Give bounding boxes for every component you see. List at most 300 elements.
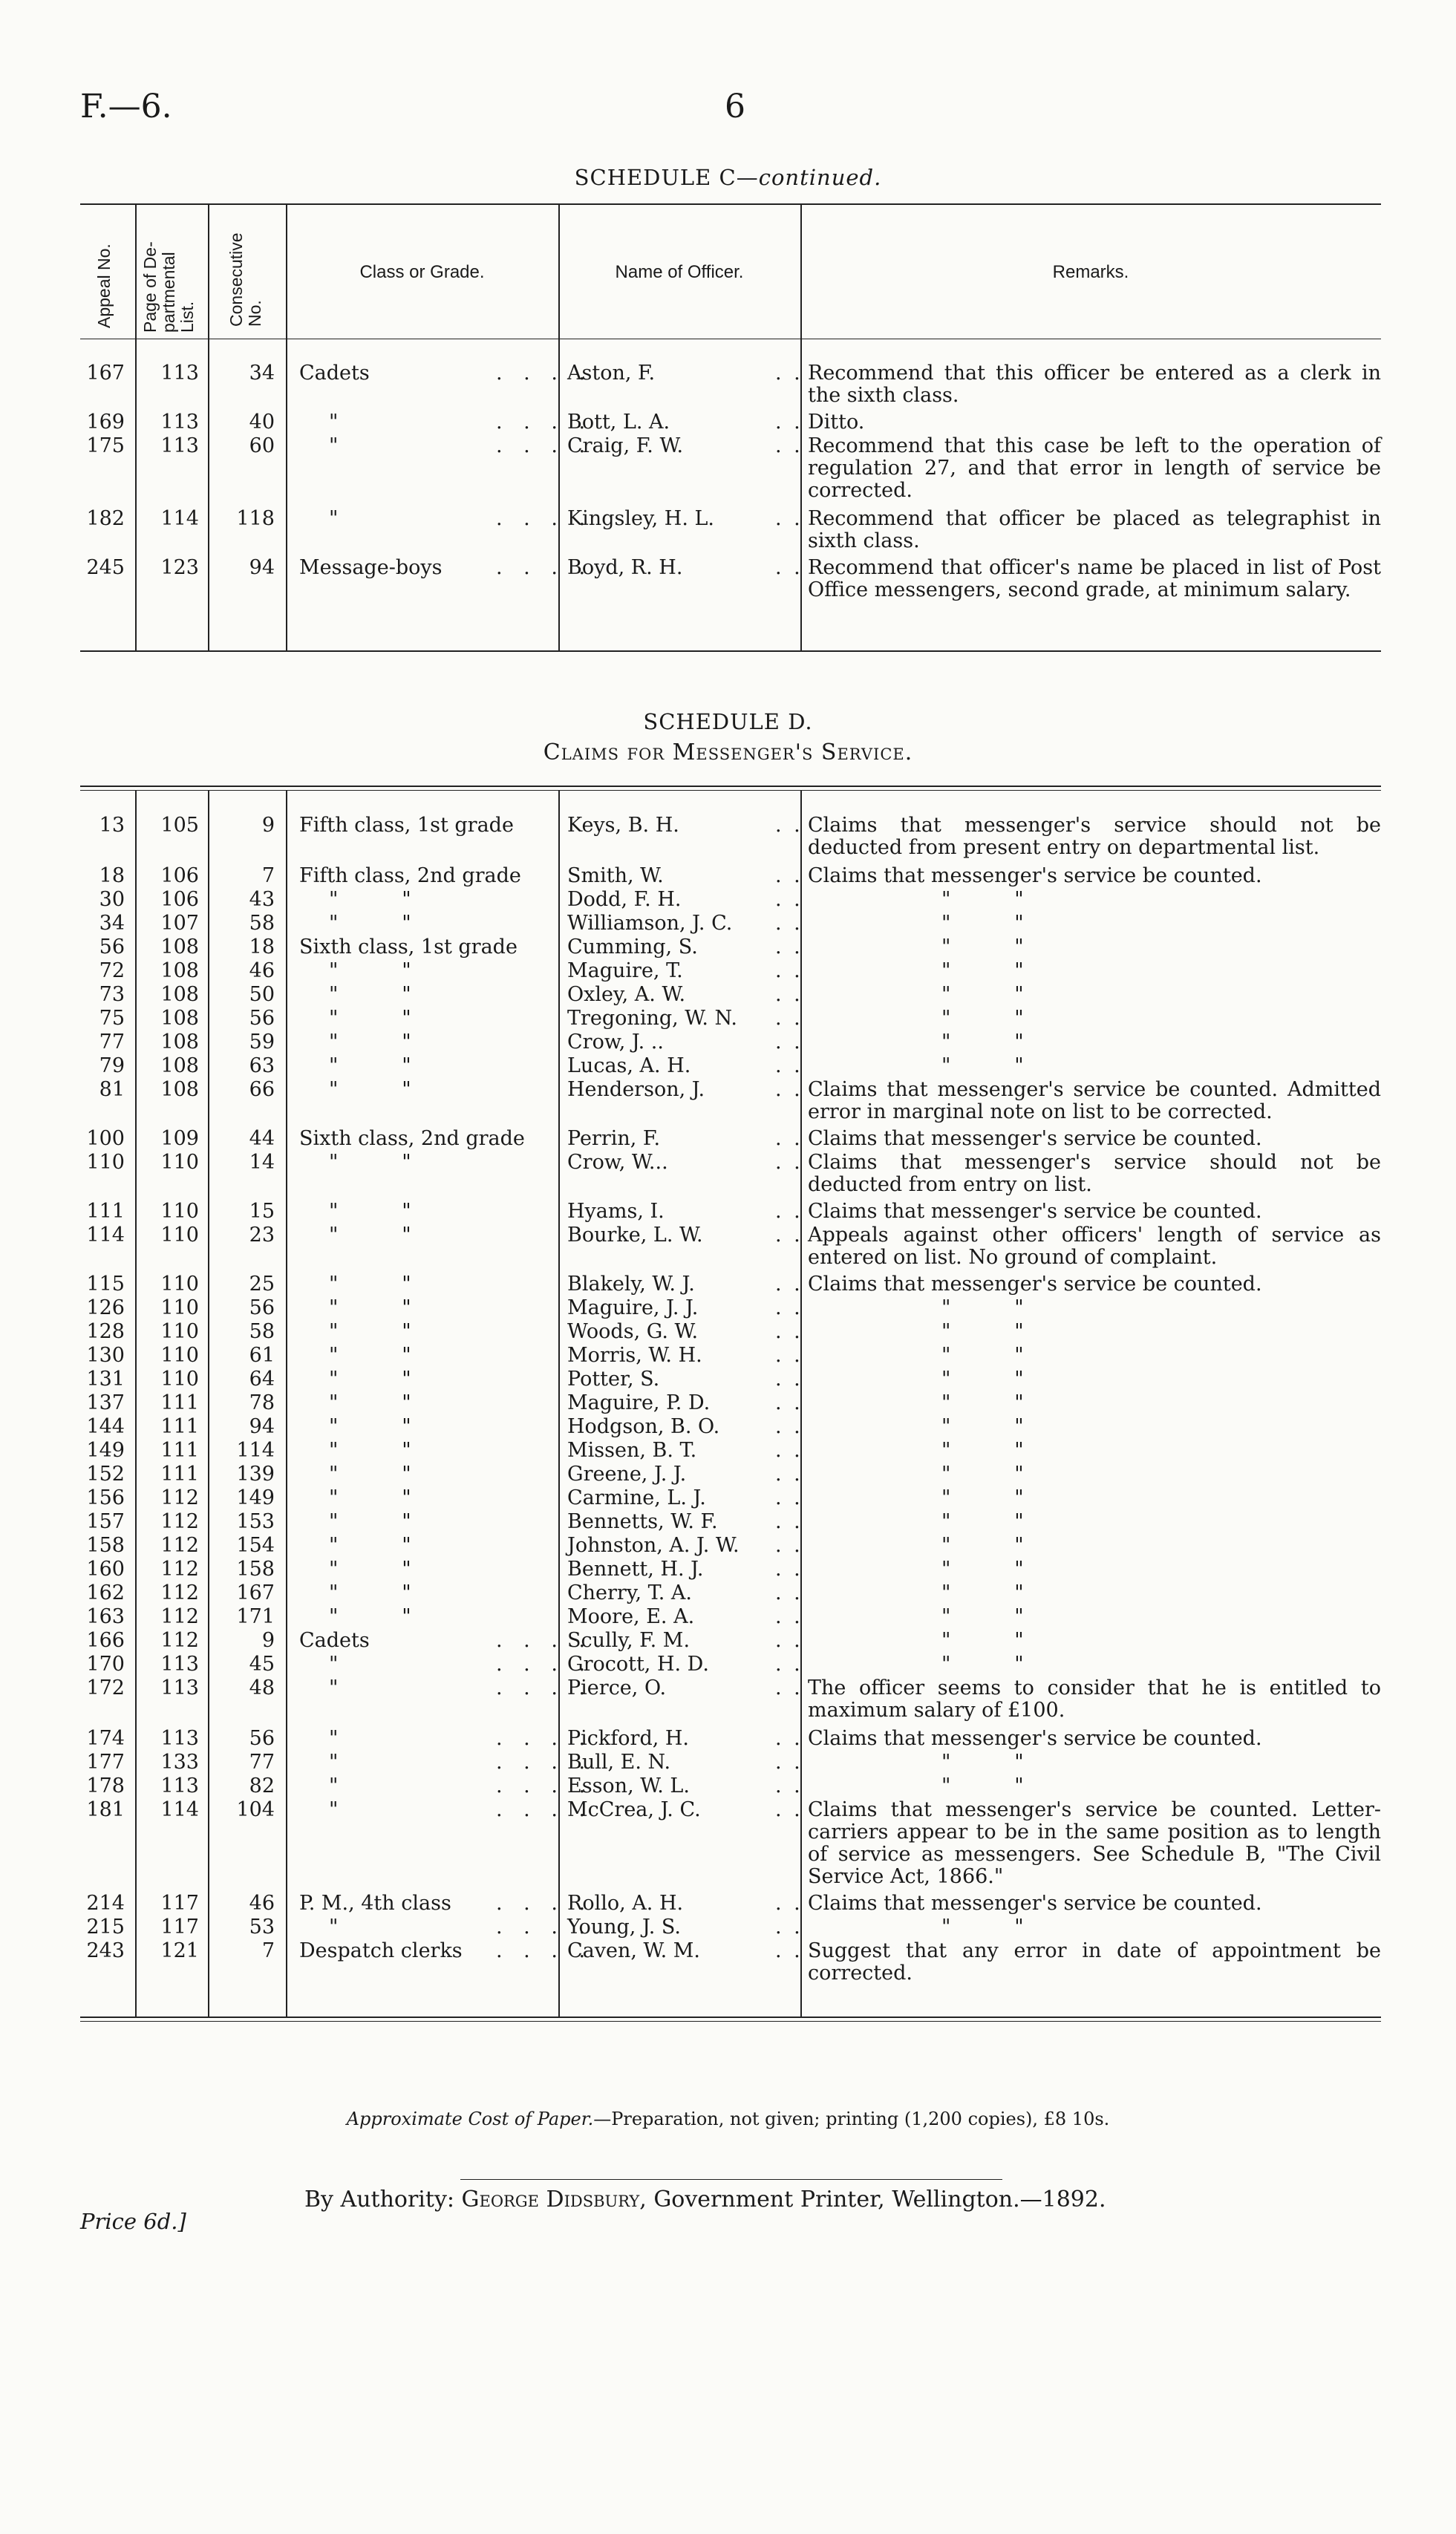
page-no: 110 [160, 1200, 199, 1223]
page-no: 106 [160, 864, 199, 887]
consecutive-no: 48 [249, 1676, 275, 1699]
remarks: " " [941, 1581, 1024, 1604]
consecutive-no: 94 [249, 1415, 275, 1438]
leader-dots: . . [775, 556, 803, 579]
schedule-d-title: SCHEDULE D. [643, 709, 813, 734]
consecutive-no: 59 [249, 1031, 275, 1054]
remarks: Ditto. [808, 411, 865, 434]
leader-dots: . . [775, 507, 803, 530]
remarks: " " [941, 1534, 1024, 1557]
page-no: 105 [160, 814, 199, 837]
consecutive-no: 25 [249, 1273, 275, 1296]
consecutive-no: 34 [249, 362, 275, 385]
leader-dots: . . . . [496, 434, 593, 457]
consecutive-no: 60 [249, 434, 275, 457]
remarks: " " [941, 912, 1024, 935]
page-no: 108 [160, 1031, 199, 1054]
appeal-no: 128 [86, 1320, 125, 1343]
page-no: 112 [160, 1510, 199, 1533]
leader-dots: . . . . [496, 1727, 593, 1750]
officer-name: Greene, J. J. [567, 1463, 687, 1486]
page-no: 108 [160, 959, 199, 982]
document-reference: F.—6. [80, 88, 172, 125]
consecutive-no: 40 [249, 411, 275, 434]
appeal-no: 115 [86, 1273, 125, 1296]
class-grade: Despatch clerks [299, 1939, 463, 1962]
page-no: 110 [160, 1296, 199, 1319]
class-grade: " " [329, 1368, 411, 1391]
leader-dots: . . [775, 1320, 803, 1343]
leader-dots: . . [775, 362, 803, 385]
officer-name: Maguire, T. [567, 959, 683, 982]
leader-dots: . . . . [496, 411, 593, 434]
leader-dots: . . . . [496, 1916, 593, 1939]
appeal-no: 13 [99, 814, 125, 837]
page-no: 108 [160, 1078, 199, 1101]
leader-dots: . . [775, 1344, 803, 1367]
leader-dots: . . [775, 959, 803, 982]
officer-name: McCrea, J. C. [567, 1798, 701, 1821]
leader-dots: . . . . [496, 507, 593, 530]
remarks: " " [941, 1510, 1024, 1533]
page-no: 111 [160, 1391, 199, 1414]
officer-name: Esson, W. L. [567, 1774, 690, 1797]
leader-dots: . . [775, 1653, 803, 1676]
appeal-no: 77 [99, 1031, 125, 1054]
remarks: Claims that messenger's service be counted. [808, 1892, 1262, 1915]
page-no: 113 [160, 411, 199, 434]
leader-dots: . . [775, 1368, 803, 1391]
leader-dots: . . [775, 1751, 803, 1774]
class-grade: Message-boys [299, 556, 443, 579]
leader-dots: . . . . [496, 1892, 593, 1915]
remarks: Suggest that any error in date of appointment be corrected. [808, 1939, 1381, 1985]
class-grade: " [329, 1798, 339, 1821]
leader-dots: . . [775, 1798, 803, 1821]
officer-name: Woods, G. W. [567, 1320, 699, 1343]
consecutive-no: 9 [261, 1629, 275, 1652]
remarks: Claims that messenger's service should not be deducted from entry on list. [808, 1151, 1381, 1196]
officer-name: Moore, E. A. [567, 1605, 695, 1628]
leader-dots: . . [775, 1486, 803, 1509]
class-grade: " " [329, 1581, 411, 1604]
appeal-no: 75 [99, 1007, 125, 1030]
consecutive-no: 104 [236, 1798, 275, 1821]
appeal-no: 110 [86, 1151, 125, 1174]
leader-dots: . . [775, 1439, 803, 1462]
leader-dots: . . [775, 1151, 803, 1174]
class-grade: " " [329, 1054, 411, 1077]
remarks: Recommend that this case be left to the operation of regulation 27, and that error in length of service be corrected. [808, 434, 1381, 502]
leader-dots: . . [775, 1510, 803, 1533]
consecutive-no: 158 [236, 1558, 275, 1581]
page-no: 114 [160, 507, 199, 530]
leader-dots: . . [775, 1127, 803, 1150]
leader-dots: . . [775, 1078, 803, 1101]
consecutive-no: 153 [236, 1510, 275, 1533]
leader-dots: . . [775, 1605, 803, 1628]
page-no: 113 [160, 1727, 199, 1750]
appeal-no: 73 [99, 983, 125, 1006]
page-no: 106 [160, 888, 199, 911]
leader-dots: . . [775, 888, 803, 911]
appeal-no: 170 [86, 1653, 125, 1676]
class-grade: " [329, 507, 339, 530]
page-no: 133 [160, 1751, 199, 1774]
officer-name: Grocott, H. D. [567, 1653, 709, 1676]
consecutive-no: 149 [236, 1486, 275, 1509]
appeal-no: 245 [86, 556, 125, 579]
remarks: " " [941, 1605, 1024, 1628]
remarks: The officer seems to consider that he is entitled to maximum salary of £100. [808, 1676, 1381, 1722]
consecutive-no: 15 [249, 1200, 275, 1223]
consecutive-no: 56 [249, 1296, 275, 1319]
leader-dots: . . [775, 912, 803, 935]
officer-name: Bennett, H. J. [567, 1558, 704, 1581]
remarks: Claims that messenger's service be counted. [808, 1273, 1262, 1296]
consecutive-no: 77 [249, 1751, 275, 1774]
page-no: 108 [160, 1007, 199, 1030]
officer-name: Dodd, F. H. [567, 888, 682, 911]
page-no: 110 [160, 1151, 199, 1174]
page-no: 110 [160, 1368, 199, 1391]
col-header-consecutive-no: Consecutive No. [226, 232, 264, 327]
officer-name: Hodgson, B. O. [567, 1415, 720, 1438]
class-grade: " " [329, 1296, 411, 1319]
appeal-no: 72 [99, 959, 125, 982]
remarks: " " [941, 1320, 1024, 1343]
appeal-no: 172 [86, 1676, 125, 1699]
appeal-no: 30 [99, 888, 125, 911]
remarks: " " [941, 1368, 1024, 1391]
consecutive-no: 167 [236, 1581, 275, 1604]
col-header-appeal-no: Appeal No. [94, 244, 114, 328]
appeal-no: 79 [99, 1054, 125, 1077]
consecutive-no: 56 [249, 1007, 275, 1030]
remarks: " " [941, 1653, 1024, 1676]
class-grade: " " [329, 1344, 411, 1367]
remarks: Appeals against other officers' length of service as entered on list. No ground of complaint. [808, 1224, 1381, 1269]
leader-dots: . . [775, 1581, 803, 1604]
officer-name: Keys, B. H. [567, 814, 679, 837]
consecutive-no: 139 [236, 1463, 275, 1486]
leader-dots: . . [775, 1224, 803, 1247]
appeal-no: 175 [86, 434, 125, 457]
officer-name: Bull, E. N. [567, 1751, 671, 1774]
page-no: 112 [160, 1534, 199, 1557]
page-no: 117 [160, 1892, 199, 1915]
remarks: Claims that messenger's service be counted. Letter-carriers appear to be in the same position as to length of service as messengers. See Schedule B, "The Civil Service Act, 1866." [808, 1798, 1381, 1888]
page-no: 110 [160, 1344, 199, 1367]
cost-note: Approximate Cost of Paper.—Preparation, not given; printing (1,200 copies), £8 10s. [346, 2109, 1110, 2129]
officer-name: Bourke, L. W. [567, 1224, 703, 1247]
class-grade: " " [329, 1007, 411, 1030]
remarks: " " [941, 1031, 1024, 1054]
leader-dots: . . [775, 1774, 803, 1797]
leader-dots: . . [775, 1031, 803, 1054]
consecutive-no: 58 [249, 1320, 275, 1343]
leader-dots: . . [775, 1415, 803, 1438]
officer-name: Bott, L. A. [567, 411, 670, 434]
officer-name: Oxley, A. W. [567, 983, 686, 1006]
appeal-no: 34 [99, 912, 125, 935]
remarks: " " [941, 1774, 1024, 1797]
consecutive-no: 7 [261, 1939, 275, 1962]
appeal-no: 126 [86, 1296, 125, 1319]
consecutive-no: 14 [249, 1151, 275, 1174]
page-number: 6 [725, 88, 745, 125]
page-no: 113 [160, 434, 199, 457]
officer-name: Perrin, F. [567, 1127, 661, 1150]
officer-name: Cumming, S. [567, 935, 698, 959]
consecutive-no: 7 [261, 864, 275, 887]
class-grade: " " [329, 959, 411, 982]
class-grade: P. M., 4th class [299, 1892, 451, 1915]
remarks: " " [941, 1054, 1024, 1077]
leader-dots: . . [775, 1558, 803, 1581]
remarks: " " [941, 959, 1024, 982]
page-no: 117 [160, 1916, 199, 1939]
class-grade: " " [329, 1078, 411, 1101]
appeal-no: 166 [86, 1629, 125, 1652]
officer-name: Craig, F. W. [567, 434, 684, 457]
class-grade: " [329, 1751, 339, 1774]
consecutive-no: 154 [236, 1534, 275, 1557]
consecutive-no: 78 [249, 1391, 275, 1414]
class-grade: " " [329, 1558, 411, 1581]
appeal-no: 130 [86, 1344, 125, 1367]
class-grade: " " [329, 888, 411, 911]
appeal-no: 81 [99, 1078, 125, 1101]
appeal-no: 131 [86, 1368, 125, 1391]
officer-name: Young, J. S. [567, 1916, 681, 1939]
consecutive-no: 23 [249, 1224, 275, 1247]
page-no: 108 [160, 1054, 199, 1077]
class-grade: " " [329, 1605, 411, 1628]
remarks: " " [941, 935, 1024, 959]
appeal-no: 156 [86, 1486, 125, 1509]
leader-dots: . . [775, 1391, 803, 1414]
leader-dots: . . [775, 983, 803, 1006]
class-grade: " [329, 411, 339, 434]
price-note: Price 6d.] [80, 2209, 186, 2234]
consecutive-no: 56 [249, 1727, 275, 1750]
leader-dots: . . [775, 1916, 803, 1939]
leader-dots: . . . . [496, 556, 593, 579]
appeal-no: 137 [86, 1391, 125, 1414]
page-no: 108 [160, 935, 199, 959]
remarks: Recommend that officer be placed as telegraphist in sixth class. [808, 507, 1381, 552]
consecutive-no: 171 [236, 1605, 275, 1628]
consecutive-no: 58 [249, 912, 275, 935]
remarks: Claims that messenger's service should not be deducted from present entry on departmental list. [808, 814, 1381, 859]
remarks: " " [941, 1391, 1024, 1414]
class-grade: " " [329, 1224, 411, 1247]
officer-name: Smith, W. [567, 864, 664, 887]
page-no: 113 [160, 1653, 199, 1676]
remarks: " " [941, 983, 1024, 1006]
class-grade: Sixth class, 1st grade [299, 935, 518, 959]
appeal-no: 114 [86, 1224, 125, 1247]
page-no: 113 [160, 362, 199, 385]
page-no: 111 [160, 1415, 199, 1438]
page-no: 121 [160, 1939, 199, 1962]
class-grade: " " [329, 983, 411, 1006]
officer-name: Pickford, H. [567, 1727, 690, 1750]
officer-name: Hyams, I. [567, 1200, 665, 1223]
remarks: " " [941, 1439, 1024, 1462]
page-no: 112 [160, 1486, 199, 1509]
consecutive-no: 64 [249, 1368, 275, 1391]
consecutive-no: 46 [249, 959, 275, 982]
leader-dots: . . . . [496, 1676, 593, 1699]
page-no: 111 [160, 1439, 199, 1462]
appeal-no: 149 [86, 1439, 125, 1462]
remarks: Claims that messenger's service be counted. [808, 864, 1262, 887]
page-no: 109 [160, 1127, 199, 1150]
officer-name: Kingsley, H. L. [567, 507, 715, 530]
leader-dots: . . [775, 1054, 803, 1077]
officer-name: Boyd, R. H. [567, 556, 683, 579]
class-grade: " " [329, 1031, 411, 1054]
class-grade: " " [329, 1200, 411, 1223]
remarks: " " [941, 1344, 1024, 1367]
consecutive-no: 45 [249, 1653, 275, 1676]
class-grade: " [329, 1774, 339, 1797]
consecutive-no: 46 [249, 1892, 275, 1915]
class-grade: " [329, 434, 339, 457]
officer-name: Morris, W. H. [567, 1344, 702, 1367]
appeal-no: 178 [86, 1774, 125, 1797]
leader-dots: . . [775, 411, 803, 434]
officer-name: Henderson, J. [567, 1078, 705, 1101]
appeal-no: 152 [86, 1463, 125, 1486]
appeal-no: 157 [86, 1510, 125, 1533]
class-grade: " " [329, 912, 411, 935]
class-grade: " " [329, 1273, 411, 1296]
remarks: " " [941, 1007, 1024, 1030]
remarks: Recommend that this officer be entered as a clerk in the sixth class. [808, 362, 1381, 407]
col-header-page-of-list: Page of De- partmental List. [140, 241, 197, 333]
leader-dots: . . [775, 1629, 803, 1652]
schedule-c-title: SCHEDULE C—continued. [574, 165, 882, 190]
officer-name: Maguire, P. D. [567, 1391, 711, 1414]
class-grade: Fifth class, 2nd grade [299, 864, 521, 887]
class-grade: " " [329, 1391, 411, 1414]
leader-dots: . . [775, 864, 803, 887]
appeal-no: 56 [99, 935, 125, 959]
consecutive-no: 9 [261, 814, 275, 837]
consecutive-no: 66 [249, 1078, 275, 1101]
officer-name: Rollo, A. H. [567, 1892, 684, 1915]
consecutive-no: 94 [249, 556, 275, 579]
consecutive-no: 61 [249, 1344, 275, 1367]
officer-name: Pierce, O. [567, 1676, 667, 1699]
leader-dots: . . [775, 1463, 803, 1486]
officer-name: Johnston, A. J. W. [567, 1534, 740, 1557]
page-no: 113 [160, 1774, 199, 1797]
page-no: 112 [160, 1558, 199, 1581]
consecutive-no: 44 [249, 1127, 275, 1150]
appeal-no: 174 [86, 1727, 125, 1750]
officer-name: Scully, F. M. [567, 1629, 691, 1652]
leader-dots: . . [775, 814, 803, 837]
leader-dots: . . [775, 1892, 803, 1915]
appeal-no: 100 [86, 1127, 125, 1150]
officer-name: Crow, J. .. [567, 1031, 664, 1054]
appeal-no: 162 [86, 1581, 125, 1604]
remarks: " " [941, 888, 1024, 911]
remarks: Claims that messenger's service be counted. [808, 1200, 1262, 1223]
page-no: 110 [160, 1224, 199, 1247]
officer-name: Maguire, J. J. [567, 1296, 699, 1319]
page-no: 107 [160, 912, 199, 935]
appeal-no: 163 [86, 1605, 125, 1628]
page-no: 112 [160, 1581, 199, 1604]
consecutive-no: 18 [249, 935, 275, 959]
class-grade: " " [329, 1320, 411, 1343]
consecutive-no: 82 [249, 1774, 275, 1797]
class-grade: " " [329, 1534, 411, 1557]
leader-dots: . . . . [496, 1653, 593, 1676]
leader-dots: . . [775, 1676, 803, 1699]
consecutive-no: 53 [249, 1916, 275, 1939]
officer-name: Crow, W... [567, 1151, 668, 1174]
class-grade: Cadets [299, 1629, 370, 1652]
officer-name: Lucas, A. H. [567, 1054, 691, 1077]
remarks: " " [941, 1629, 1024, 1652]
leader-dots: . . [775, 1534, 803, 1557]
class-grade: " [329, 1727, 339, 1750]
page-no: 110 [160, 1273, 199, 1296]
leader-dots: . . [775, 1273, 803, 1296]
consecutive-no: 118 [236, 507, 275, 530]
officer-name: Carmine, L. J. [567, 1486, 706, 1509]
leader-dots: . . [775, 935, 803, 959]
printer-line: By Authority: George Didsbury, Government Printer, Wellington.—1892. [304, 2187, 1106, 2213]
officer-name: Cherry, T. A. [567, 1581, 692, 1604]
class-grade: " [329, 1676, 339, 1699]
col-header-class: Class or Grade. [359, 262, 485, 282]
page-no: 111 [160, 1463, 199, 1486]
page-no: 112 [160, 1629, 199, 1652]
remarks: " " [941, 1486, 1024, 1509]
leader-dots: . . [775, 1939, 803, 1962]
class-grade: " " [329, 1151, 411, 1174]
remarks: Claims that messenger's service be counted. [808, 1727, 1262, 1750]
consecutive-no: 43 [249, 888, 275, 911]
leader-dots: . . . . [496, 1774, 593, 1797]
class-grade: Sixth class, 2nd grade [299, 1127, 525, 1150]
appeal-no: 158 [86, 1534, 125, 1557]
consecutive-no: 50 [249, 983, 275, 1006]
leader-dots: . . . . [496, 1751, 593, 1774]
appeal-no: 160 [86, 1558, 125, 1581]
class-grade: " " [329, 1510, 411, 1533]
appeal-no: 215 [86, 1916, 125, 1939]
remarks: " " [941, 1558, 1024, 1581]
remarks: Claims that messenger's service be counted. [808, 1127, 1262, 1150]
class-grade: " " [329, 1439, 411, 1462]
col-header-name: Name of Officer. [615, 262, 744, 282]
page-no: 123 [160, 556, 199, 579]
leader-dots: . . [775, 1727, 803, 1750]
appeal-no: 243 [86, 1939, 125, 1962]
remarks: Recommend that officer's name be placed in list of Post Office messengers, second grade, at minimum salary. [808, 556, 1381, 601]
officer-name: Aston, F. [567, 362, 656, 385]
consecutive-no: 63 [249, 1054, 275, 1077]
class-grade: Fifth class, 1st grade [299, 814, 514, 837]
